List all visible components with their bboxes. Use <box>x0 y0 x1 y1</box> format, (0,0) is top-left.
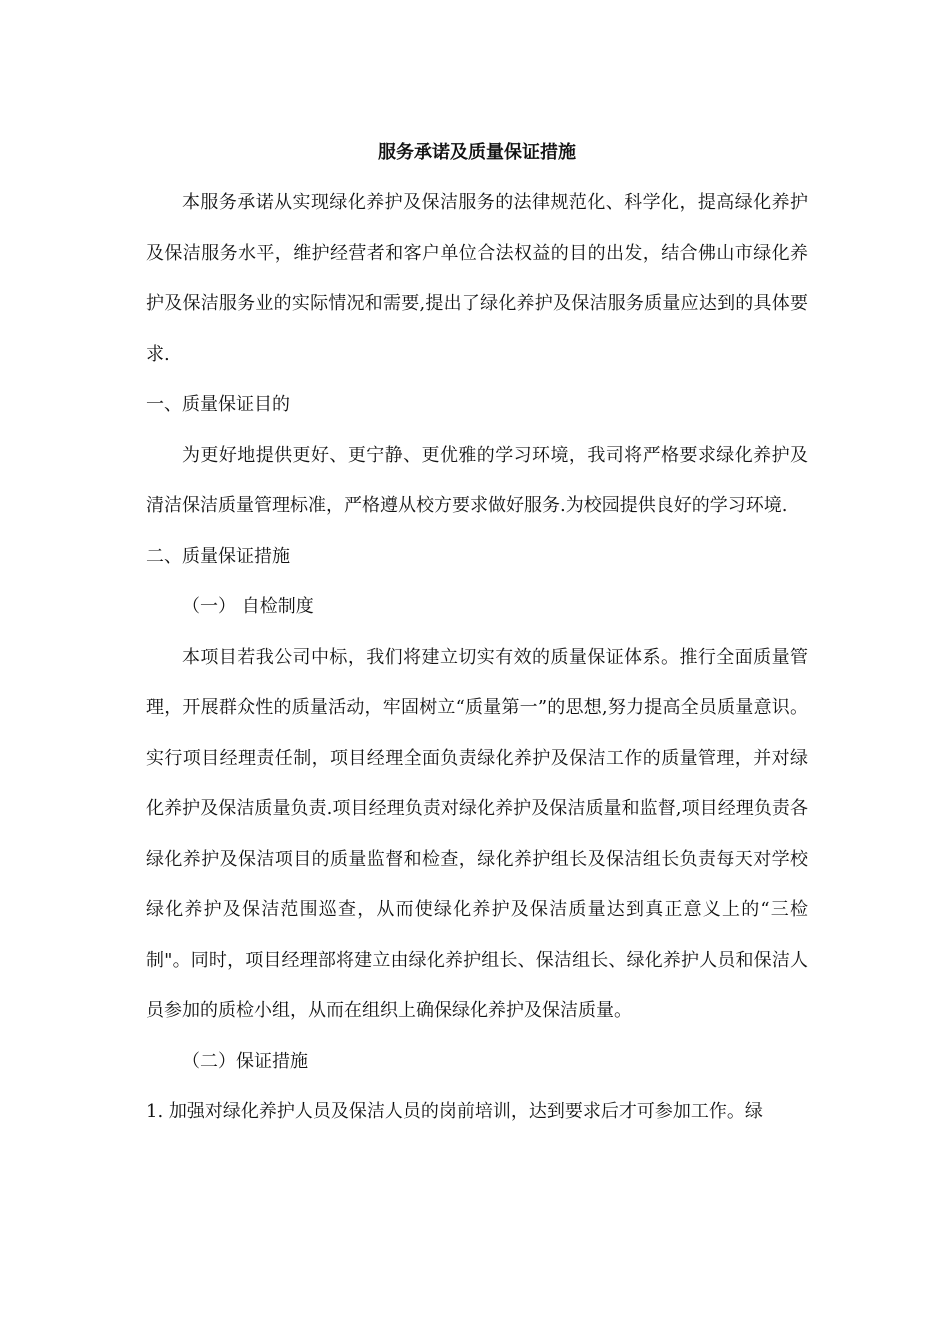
document-body <box>146 128 808 1138</box>
self-inspection-paragraph: 本项目若我公司中标，我们将建立切实有效的质量保证体系。推行全面质量管理，开展群众性的质量活动，牢固树立“质量第一”的思想,努力提高全员质量意识。实行项目经理责任制，项目经理全面负责绿化养护及保洁工作的质量管理，并对绿化养护及保洁质量负责.项目经理负责对绿化养护及保洁质量和监督,项目经理负责各绿化养护及保洁项目的质量监督和检查，绿化养护组长及保洁组长负责每天对学校绿化养护及保洁范围巡查，从而使绿化养护及保洁质量达到真正意义上的“三检制"。同时，项目经理部将建立由绿化养护组长、保洁组长、绿化养护人员和保洁人员参加的质检小组，从而在组织上确保绿化养护及保洁质量。 <box>146 646 808 1021</box>
intro-paragraph: 本服务承诺从实现绿化养护及保洁服务的法律规范化、科学化，提高绿化养护及保洁服务水平，维护经营者和客户单位合法权益的目的出发，结合佛山市绿化养护及保洁服务业的实际情况和需要,提出了绿化养护及保洁服务质量应达到的具体要求. <box>146 192 808 365</box>
section-heading-purpose: 一、质量保证目的 <box>146 394 290 415</box>
section-heading-measures: 二、质量保证措施 <box>146 545 290 567</box>
subheading-self-inspection: （一） 自检制度 <box>182 596 314 617</box>
subheading-guarantee-measures: （二）保证措施 <box>182 1050 308 1072</box>
document-title: 服务承诺及质量保证措施 <box>378 142 576 163</box>
purpose-paragraph: 为更好地提供更好、更宁静、更优雅的学习环境，我司将严格要求绿化养护及清洁保洁质量管理标准，严格遵从校方要求做好服务.为校园提供良好的学习环境. <box>146 444 808 516</box>
list-item: 1. 加强对绿化养护人员及保洁人员的岗前培训，达到要求后才可参加工作。绿 <box>146 1101 763 1122</box>
